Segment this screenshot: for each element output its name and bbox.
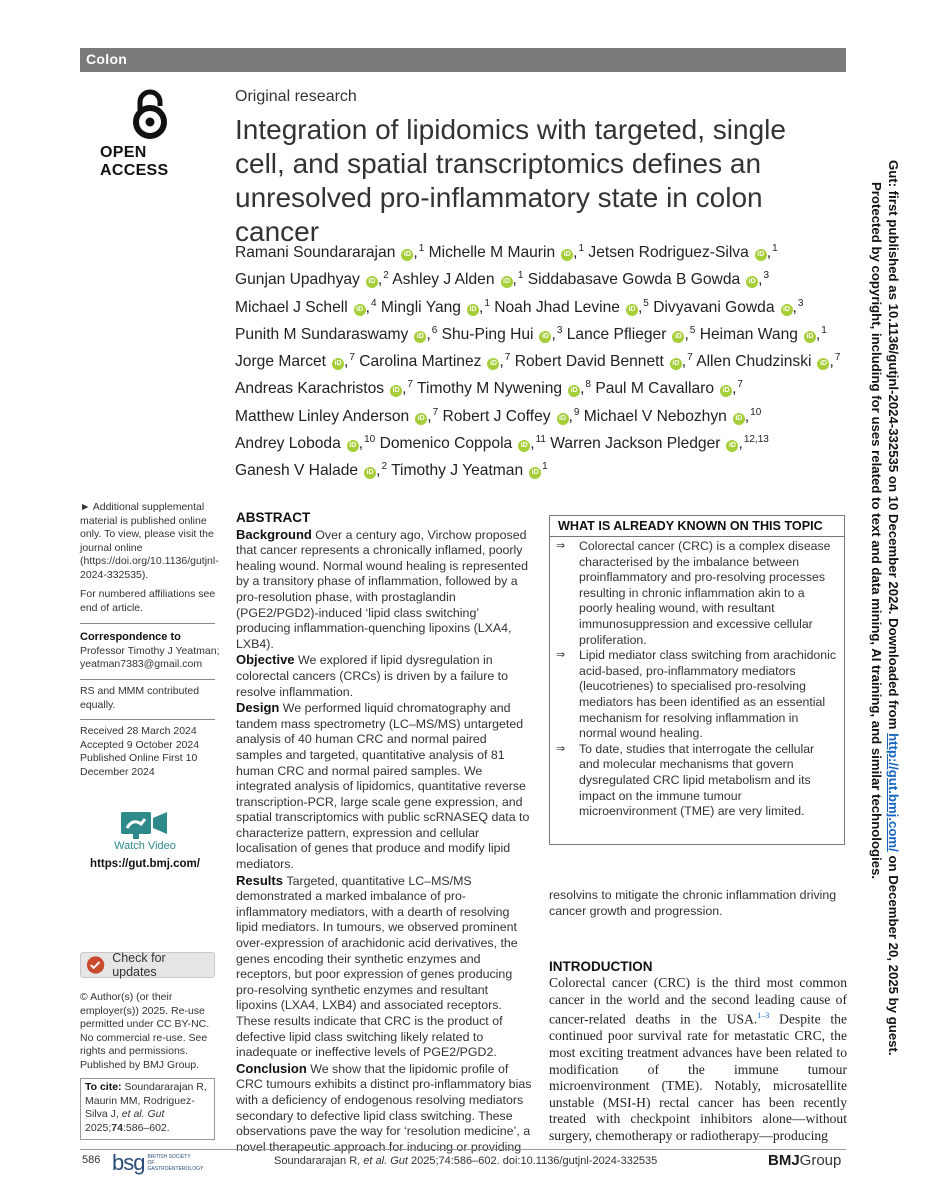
author-name: Domenico Coppola <box>379 435 513 453</box>
abstract-conclusion: Conclusion We show that the lipidomic profile of CRC tumours exhibits a distinct pro-inflammatory bias with a deficiency of endogenous resolving mediators secondary to defective lipid class switching. These observations pave the way for ‘resolution medicine’, a novel therapeutic approach for inducing or providing <box>236 1060 532 1154</box>
affiliation-number: 9 <box>573 406 580 418</box>
abstract <box>236 510 532 1155</box>
affiliation-number: 1 <box>517 270 524 282</box>
affiliation-number: 1 <box>578 243 585 254</box>
orcid-icon[interactable]: iD <box>539 331 551 343</box>
journal-url[interactable]: https://gut.bmj.com/ <box>90 858 200 870</box>
orcid-icon[interactable]: iD <box>781 304 793 316</box>
contribution-note: RS and MMM contributed equally. <box>80 685 200 711</box>
orcid-icon[interactable]: iD <box>720 385 732 397</box>
affiliation-number: 3 <box>763 270 770 282</box>
affiliation-number: 1 <box>484 297 490 309</box>
orcid-icon[interactable]: iD <box>332 358 344 370</box>
article-dates <box>80 725 220 779</box>
page-number: 586 <box>82 1154 101 1166</box>
author: Timothy M Nywening iD ,$^8$ <box>417 379 591 398</box>
author: Lance Pflieger iD ,$^5$ <box>566 324 696 343</box>
author: Ashley J Alden iD ,$^1$ <box>392 270 524 289</box>
author: Robert J Coffey iD ,$^9$ <box>442 406 580 425</box>
orcid-icon[interactable]: iD <box>755 249 767 261</box>
author-name: Matthew Linley Anderson <box>235 407 410 425</box>
author: Heiman Wang iD ,$^1$ <box>699 324 827 343</box>
author: Robert David Bennett iD ,$^7$ <box>514 352 693 371</box>
author-name: Robert David Bennett <box>514 353 664 371</box>
author: Warren Jackson Pledger iD ,$^{12,13}$ <box>550 434 769 453</box>
orcid-icon[interactable]: iD <box>817 358 829 370</box>
author: Jorge Marcet iD ,$^7$ <box>235 352 355 371</box>
orcid-icon[interactable]: iD <box>347 440 359 452</box>
author: Shu-Ping Hui iD ,$^3$ <box>441 324 563 343</box>
author-name: Mingli Yang <box>380 298 461 316</box>
author: Gunjan Upadhyay iD ,$^2$ <box>235 270 389 289</box>
affiliation-number: 7 <box>737 379 743 391</box>
open-access-icon <box>126 88 174 140</box>
author: Michelle M Maurin iD ,$^1$ <box>428 243 585 261</box>
correspondence-text[interactable]: Professor Timothy J Yeatman; yeatman7383@gmail.com <box>80 644 220 670</box>
author-name: Allen Chudzinski <box>696 353 812 371</box>
abstract-results: Results Targeted, quantitative LC–MS/MS demonstrated a marked imbalance of pro-inflammatory mediators, with a dearth of resolving lipid mediators. In tumours, we observed prominent over-expression of arachidonic acid derivatives, the genes encoding their synthetic enzymes and receptors, but poor expression of genes producing pro-resolving synthetic enzymes and resultant lipoxins (LXA4, LXB4) and associated receptors. These results indicate that CRC is the product of defective lipid class switching likely related to inadequate or ineffective levels of PGE2/PGD2. <box>236 872 518 1060</box>
known-topic-item: ⇒ Lipid mediator class switching from arachidonic acid-based, pro-inflammatory mediators (leucotrienes) to specialised pro-resolving mediators has been identified as an essential mechanism for resolving inflammation in normal wound healing. <box>556 648 838 742</box>
author: Noah Jhad Levine iD ,$^5$ <box>494 297 649 316</box>
download-notice-line1: Gut: first published as 10.1136/gutjnl-2024-332535 on 10 December 2024. Downloaded from http://gut.bmj.com/ on December 20, 2025 by guest. <box>886 160 901 1056</box>
download-notice-line2: Protected by copyright, including for uses related to text and data mining, AI training, and similar technologies. <box>869 182 884 880</box>
author: Ganesh V Halade iD ,$^2$ <box>235 461 388 480</box>
author-name: Ganesh V Halade <box>235 462 359 480</box>
affiliation-number: 7 <box>432 406 439 418</box>
orcid-icon[interactable]: iD <box>390 385 402 397</box>
orcid-icon[interactable]: iD <box>672 331 684 343</box>
orcid-icon[interactable]: iD <box>401 249 413 261</box>
affiliation-number: 8 <box>585 379 591 391</box>
affiliation-number: 6 <box>431 324 438 336</box>
orcid-icon[interactable]: iD <box>467 304 479 316</box>
published-date: Published Online First 10 December 2024 <box>80 752 198 778</box>
orcid-icon[interactable]: iD <box>366 276 378 288</box>
correspondence: Correspondence to Professor Timothy J Yeatman; yeatman7383@gmail.com <box>80 631 220 670</box>
author-name: Ashley J Alden <box>392 271 495 289</box>
author-list <box>235 237 865 483</box>
author-name: Michael J Schell <box>235 298 348 316</box>
affiliation-number: 7 <box>349 352 355 364</box>
watch-video-label: Watch Video <box>114 840 176 852</box>
author <box>391 462 548 479</box>
affiliation-number: 7 <box>504 352 511 364</box>
divider <box>80 679 215 680</box>
affiliation-number: 3 <box>556 324 563 336</box>
watch-video-link[interactable] <box>80 810 210 870</box>
orcid-icon[interactable]: iD <box>733 413 745 425</box>
orcid-icon[interactable]: iD <box>557 413 569 425</box>
orcid-icon[interactable]: iD <box>726 440 738 452</box>
abstract-heading: ABSTRACT <box>236 510 311 525</box>
orcid-icon[interactable]: iD <box>354 304 366 316</box>
orcid-icon[interactable]: iD <box>529 467 541 479</box>
author-name: Paul M Cavallaro <box>595 380 715 398</box>
how-to-cite-box: To cite: Soundararajan R, Maurin MM, Rodriguez-Silva J, et al. Gut 2025;74:586–602. <box>80 1078 215 1140</box>
author-name: Andreas Karachristos <box>235 380 385 398</box>
author-name: Heiman Wang <box>699 325 798 343</box>
author: Carolina Martinez iD ,$^7$ <box>359 352 511 371</box>
author: Andreas Karachristos iD ,$^7$ <box>235 379 413 398</box>
affiliation-number: 1 <box>821 324 827 336</box>
check-for-updates-icon <box>85 955 106 975</box>
author: Ramani Soundararajan iD ,$^1$ <box>235 243 425 261</box>
affiliation-number: 1 <box>542 461 548 473</box>
author: Siddabasave Gowda B Gowda iD ,$^3$ <box>527 270 770 289</box>
affiliation-number: 4 <box>371 297 377 309</box>
author-name: Warren Jackson Pledger <box>550 435 721 453</box>
author-name: Lance Pflieger <box>566 325 667 343</box>
author-name: Timothy M Nywening <box>417 380 563 398</box>
orcid-icon[interactable]: iD <box>561 249 573 261</box>
author-name: Ramani Soundararajan <box>235 244 396 261</box>
author-name: Robert J Coffey <box>442 407 551 425</box>
orcid-icon[interactable]: iD <box>415 413 427 425</box>
author-name: Punith M Sundaraswamy <box>235 325 409 343</box>
divider <box>80 623 215 624</box>
orcid-icon[interactable]: iD <box>518 440 530 452</box>
author: Mingli Yang iD ,$^1$ <box>380 297 490 316</box>
author-name: Andrey Loboda <box>235 435 341 453</box>
known-topic-title: WHAT IS ALREADY KNOWN ON THIS TOPIC <box>550 516 844 537</box>
download-notice <box>869 150 927 1150</box>
orcid-icon[interactable]: iD <box>568 385 580 397</box>
introduction-heading: INTRODUCTION <box>549 959 653 974</box>
author-name: Carolina Martinez <box>359 353 482 371</box>
affiliation-number: 12,13 <box>743 434 769 446</box>
article-title: Integration of lipidomics with targeted, single cell, and spatial transcriptomics defines an unresolved pro-inflammatory state in colon cancer <box>235 114 786 247</box>
author-name: Shu-Ping Hui <box>441 325 534 343</box>
author: Jetsen Rodriguez-Silva iD ,$^1$ <box>588 243 778 261</box>
divider <box>80 719 215 720</box>
author: Andrey Loboda iD ,$^{10}$ <box>235 434 376 453</box>
abstract-objective: Objective We explored if lipid dysregulation in colorectal cancers (CRCs) is driven by a failure to resolve inflammation. <box>236 652 509 699</box>
copyright-note: © Author(s) (or their employer(s)) 2025. Re-use permitted under CC BY-NC. No commercial re-use. See rights and permissions. Published by BMJ Group. <box>80 991 210 1071</box>
check-for-updates-label: Check for updates <box>112 951 166 979</box>
footer-citation: Soundararajan R, et al. Gut 2025;74:586–602. doi:10.1136/gutjnl-2024-332535 <box>274 1155 658 1167</box>
section-label: Colon <box>86 51 128 67</box>
abstract-continuation: resolvins to mitigate the chronic inflammation driving cancer growth and progression. <box>549 888 837 918</box>
affiliation-number: 7 <box>687 352 693 364</box>
orcid-icon[interactable]: iD <box>804 331 816 343</box>
affiliation-number: 10 <box>750 406 762 418</box>
affiliation-number: 1 <box>772 243 778 254</box>
author: Michael J Schell iD ,$^4$ <box>235 297 377 316</box>
author: Divyavani Gowda iD ,$^3$ <box>653 297 804 316</box>
author-name: Jetsen Rodriguez-Silva <box>588 244 749 261</box>
orcid-icon[interactable]: iD <box>364 467 376 479</box>
bmj-group-logo: BMJGroup <box>768 1152 842 1169</box>
known-topic-box <box>549 515 845 845</box>
affiliation-number: 7 <box>407 379 413 391</box>
author-name: Michelle M Maurin <box>428 244 556 261</box>
known-topic-item: ⇒ Colorectal cancer (CRC) is a complex disease characterised by the imbalance between proinflammatory and pro-resolving processes resulting in chronic inflammation akin to a poorly healing wound, with resultant immunosuppression and excessive cellular proliferation. <box>556 539 838 648</box>
article-type: Original research <box>235 88 357 105</box>
affiliation-number: 5 <box>643 297 649 309</box>
known-topic-item: ⇒ To date, studies that interrogate the cellular and molecular mechanisms that govern dysregulated CRC lipid metabolism and its impact on the immune tumour microenvironment (TME) are very limited. <box>556 742 838 820</box>
author-name: Noah Jhad Levine <box>494 298 620 316</box>
author: Paul M Cavallaro iD ,$^7$ <box>595 379 743 398</box>
author-name: Michael V Nebozhyn <box>583 407 727 425</box>
bsg-logo: bsg BRITISH SOCIETY OF GASTROENTEROLOGY <box>112 1150 204 1175</box>
abstract-design: Design We performed liquid chromatography and tandem mass spectrometry (LC–MS/MS) untargeted analysis of 40 human CRC and normal paired samples and targeted, quantitative analysis of 81 human CRC and normal paired samples. We integrated analysis of lipidomics, quantitative reverse transcription-PCR, large scale gene expression, and spatial transcriptomics with public scRNASEQ data to characterize pattern, expression and cellular localisation of genes that produce and modify lipid mediators. <box>236 700 530 872</box>
accepted-date: Accepted 9 October 2024 <box>80 738 200 751</box>
author-name: Jorge Marcet <box>235 353 326 371</box>
orcid-icon[interactable]: iD <box>746 276 758 288</box>
author: Allen Chudzinski iD ,$^7$ <box>696 352 841 371</box>
orcid-icon[interactable]: iD <box>501 276 513 288</box>
affiliation-number: 7 <box>834 352 841 364</box>
author-name: Divyavani Gowda <box>653 298 775 316</box>
author: Matthew Linley Anderson iD ,$^7$ <box>235 406 439 425</box>
affiliation-number: 11 <box>535 434 546 446</box>
affiliation-number: 2 <box>381 461 388 473</box>
abstract-background: Background Over a century ago, Virchow proposed that cancer represents a chronically inflamed, poorly healing wound. Normal wound healing is represented by a transitory phase of inflammation, followed by a pro-resolution phase, with prostaglandin (PGE2/PGD2)-induced ‘lipid class switching’ producing inflammation-quenching lipoxins (LXA4, LXB4). <box>236 526 529 651</box>
section-header-bar <box>80 48 846 72</box>
author: Michael V Nebozhyn iD ,$^{10}$ <box>583 406 762 425</box>
affiliation-number: 10 <box>364 434 376 446</box>
received-date: Received 28 March 2024 <box>80 725 197 737</box>
reference-link[interactable]: 1–3 <box>757 1011 770 1021</box>
author-name: Siddabasave Gowda B Gowda <box>527 271 741 289</box>
affiliations-note: For numbered affiliations see end of article. <box>80 588 216 614</box>
orcid-icon[interactable]: iD <box>487 358 499 370</box>
affiliation-number: 1 <box>418 243 425 254</box>
affiliation-number: 2 <box>383 270 389 282</box>
author: Punith M Sundaraswamy iD ,$^6$ <box>235 324 438 343</box>
open-access-label: OPEN ACCESS <box>100 144 169 179</box>
affiliation-number: 5 <box>689 324 696 336</box>
orcid-icon[interactable]: iD <box>626 304 638 316</box>
supplemental-note: ► Additional supplemental material is published online only. To view, please visit the journal online (https://doi.org/10.1136/gutjnl-2024-332535). <box>80 501 219 581</box>
author-name: Gunjan Upadhyay <box>235 271 360 289</box>
video-icon <box>119 810 171 840</box>
orcid-icon[interactable]: iD <box>414 331 426 343</box>
gut-link[interactable]: http://gut.bmj.com/ <box>886 733 901 852</box>
check-for-updates-button[interactable] <box>80 952 215 978</box>
author: Domenico Coppola iD ,$^{11}$ <box>379 434 546 453</box>
author-name: Timothy J Yeatman <box>391 462 524 480</box>
affiliation-number: 3 <box>797 297 804 309</box>
introduction-text: Colorectal cancer (CRC) is the third most common cancer in the world and the second leading cause of cancer-related deaths in the USA.$^{1-3}$ Despite the continued poor survival rate for metastatic CRC, the most exciting treatment advances have been related to modification of the immune tumour microenvironment (TME). Notably, microsatellite unstable (MSI-H) rectal cancer has been recently treated with checkpoint inhibitors alone—without surgery, chemotherapy or radiotherapy—producing <box>549 975 847 1143</box>
orcid-icon[interactable]: iD <box>670 358 682 370</box>
